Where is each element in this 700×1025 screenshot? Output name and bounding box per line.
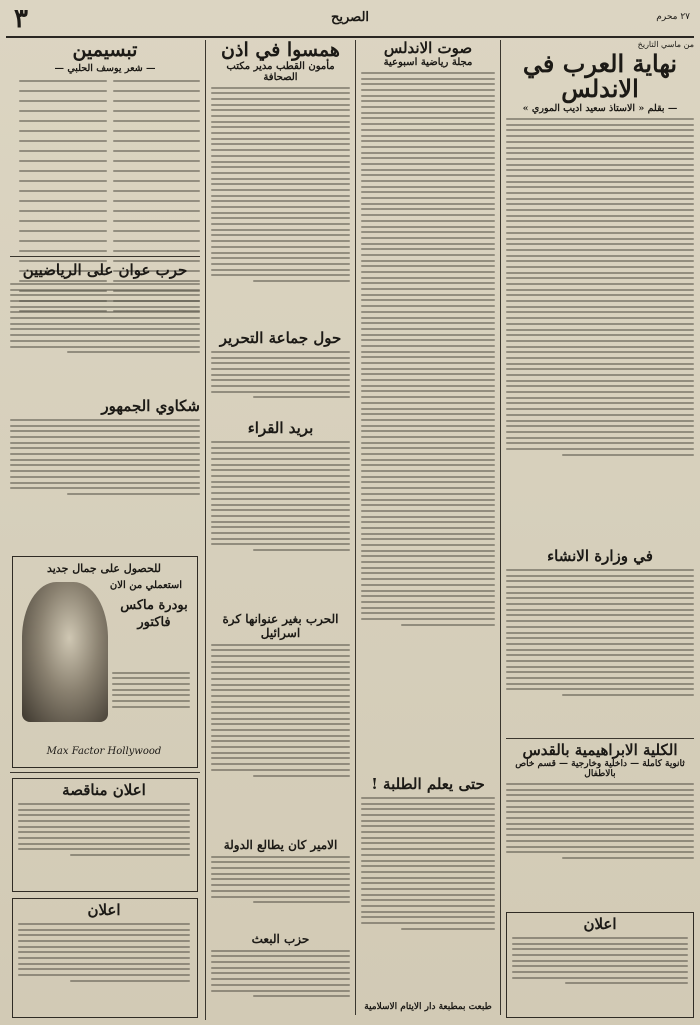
headline: بريد القراء [247,419,314,437]
headline: تبسيمين [72,39,138,61]
column-4-section-2 [10,262,200,357]
article-body [506,569,694,696]
ad-line: استعملي من الان [109,580,183,591]
subheadline: مجلة رياضية اسبوعية [383,57,473,69]
headline: اعلان [87,901,121,919]
article-body [18,923,190,982]
column-1 [506,40,694,459]
article-body [361,72,495,626]
printer-footer: طبعت بمطبعة دار الايتام الاسلامية [364,1002,492,1012]
headline: نهاية العرب في الاندلس [522,49,678,104]
ad-signature: Max Factor Hollywood [46,746,162,757]
masthead [6,4,694,38]
newspaper-name: الصريح [330,10,370,25]
byline: — شعر يوسف الحلبي — [54,62,156,74]
subheadline: مأمون القطب مدير مكتب الصحافة [226,60,335,83]
column-rule [355,40,356,1015]
article-body [512,937,688,985]
article-body [211,351,350,399]
article-body [361,797,495,930]
column-4-section-5 [18,902,190,986]
article-body [211,441,350,551]
headline: حتى يعلم الطلبة ! [371,775,485,793]
headline: حزب البعث [251,932,310,946]
ad-headline: للحصول على جمال جديد [46,562,162,575]
article-body [211,950,350,998]
column-2-section-2 [361,776,495,933]
section-tag: من ماسي التاريخ [637,40,694,49]
headline: في وزارة الانشاء [547,547,653,565]
article-body [18,803,190,856]
headline: اعلان مناقصة [62,781,146,799]
headline: الحرب بغير عنوانها كرة اسرائيل [222,612,339,640]
column-3 [211,40,350,286]
column-1-section-3 [506,742,694,863]
column-1-section-2 [506,548,694,700]
issue-date: ٢٧ محرم [656,12,690,22]
headline: حول جماعة التحرير [219,329,342,347]
ad-product: بودرة ماكس فاكتور [120,598,188,630]
ad-body [112,668,190,712]
column-rule [500,40,501,1015]
section-rule [10,256,200,257]
column-3-section-6 [211,932,350,1001]
headline: الكلية الابراهيمية بالقدس [522,741,678,759]
article-body [211,644,350,777]
article-body [211,856,350,904]
column-1-section-4 [512,916,688,988]
headline: همسوا في اذن [221,39,340,61]
headline: صوت الاندلس [383,39,473,57]
headline: اعلان [583,915,617,933]
article-body [10,283,200,353]
column-rule [205,40,206,1020]
headline: حرب عوان على الرياضيين [22,261,188,279]
column-3-section-2 [211,330,350,402]
column-4-section-3 [10,398,200,499]
model-portrait [22,582,108,722]
column-4-section-4 [18,782,190,860]
column-3-section-4 [211,612,350,780]
column-3-section-5 [211,838,350,907]
article-body [211,87,350,282]
article-body [506,783,694,859]
article-body [10,419,200,495]
byline: — بقلم « الاستاذ سعيد اديب الموري » [522,103,678,115]
column-3-section-3 [211,420,350,555]
headline: الامير كان يطالع الدولة [223,838,338,852]
page-number: ٣ [14,4,28,34]
subheadline: ثانوية كاملة — داخلية وخارجية — قسم خاص بالاطفال [515,759,685,780]
headline: شكاوي الجمهور [101,397,200,415]
section-rule [506,738,694,739]
column-2 [361,40,495,629]
article-body [506,118,694,456]
section-rule [10,772,200,773]
